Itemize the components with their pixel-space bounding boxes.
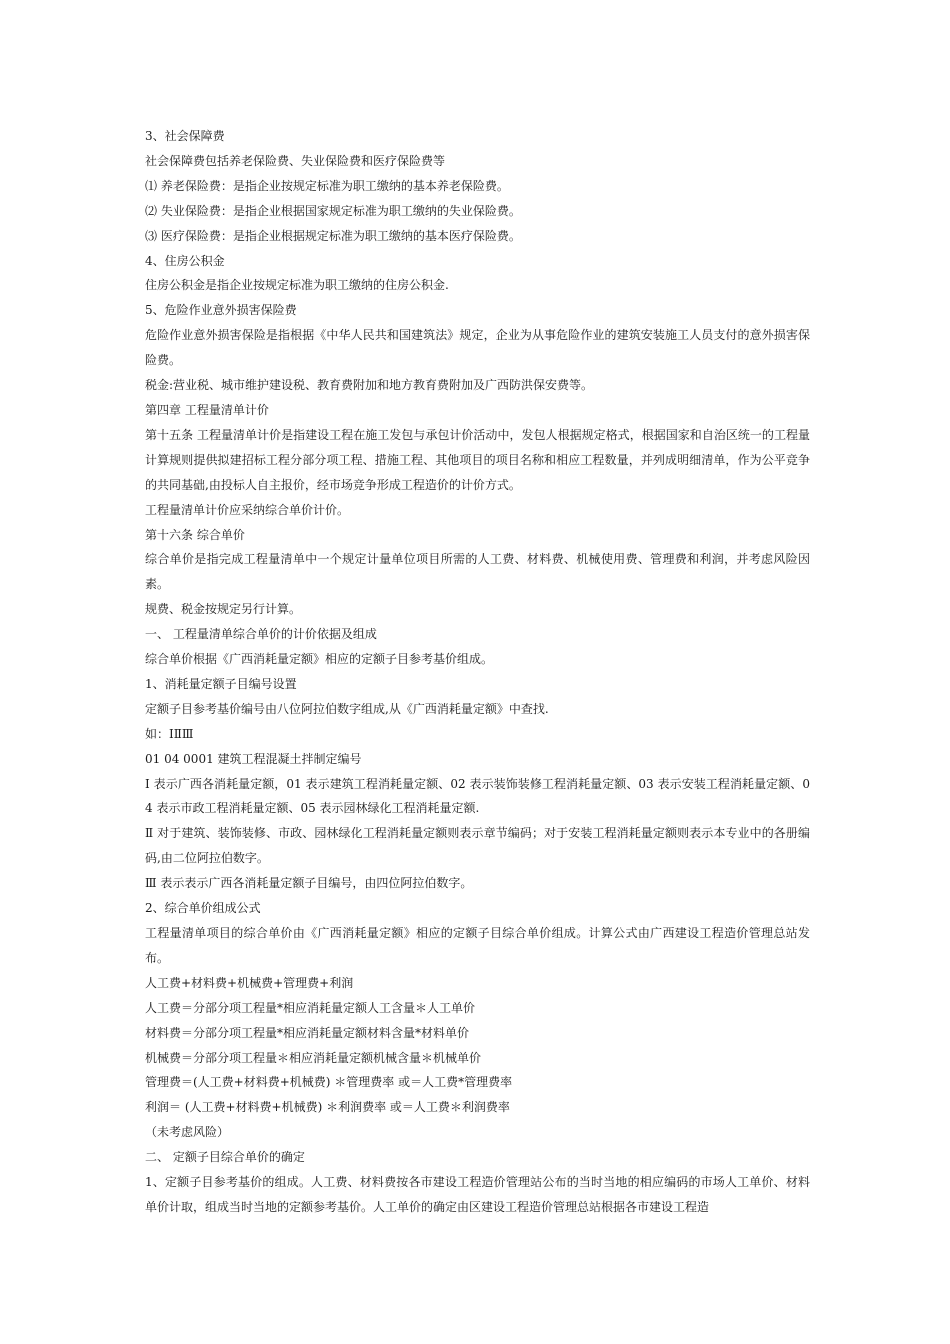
list-item: ⑴ 养老保险费：是指企业按规定标准为职工缴纳的基本养老保险费。	[145, 178, 509, 193]
list-item: ⑶ 医疗保险费：是指企业根据规定标准为职工缴纳的基本医疗保险费。	[145, 228, 521, 243]
section-heading: 二、 定额子目综合单价的确定	[145, 1150, 305, 1165]
paragraph: 危险作业意外损害保险是指根据《中华人民共和国建筑法》规定，企业为从事危险作业的建筑安装施工人员支付的意外损害保险费。	[145, 328, 810, 368]
paragraph: 定额子目参考基价编号由八位阿拉伯数字组成,从《广西消耗量定额》中查找.	[145, 701, 549, 716]
example-line: 如：ⅠⅡⅢ	[145, 726, 194, 741]
paragraph: 工程量清单计价应采纳综合单价计价。	[145, 502, 350, 517]
formula-line: 人工费＝分部分项工程量*相应消耗量定额人工含量＊人工单价	[145, 1000, 476, 1015]
paragraph: 规费、税金按规定另行计算。	[145, 602, 302, 617]
article-heading: 第十六条 综合单价	[145, 527, 245, 542]
paragraph: 税金:营业税、城市维护建设税、教育费附加和地方教育费附加及广西防洪保安费等。	[145, 378, 594, 393]
subsection-heading: 2、综合单价组成公式	[145, 901, 261, 916]
paragraph: 综合单价是指完成工程量清单中一个规定计量单位项目所需的人工费、材料费、机械使用费、管理费和利润，并考虑风险因素。	[145, 552, 810, 592]
list-item: ⑵ 失业保险费：是指企业根据国家规定标准为职工缴纳的失业保险费。	[145, 203, 521, 218]
section-heading-accident-insurance: 5、危险作业意外损害保险费	[145, 303, 297, 318]
example-code-line: 01 04 0001 建筑工程混凝土拌制定编号	[145, 751, 362, 766]
section-heading-housing-fund: 4、住房公积金	[145, 253, 225, 268]
section-heading-social-security: 3、社会保障费	[145, 129, 225, 143]
paragraph: Ⅰ 表示广西各消耗量定额，01 表示建筑工程消耗量定额、02 表示装饰装修工程消耗量定额、03 表示安装工程消耗量定额、04 表示市政工程消耗量定额、05 表示园林绿化工程消耗量定额.	[145, 776, 810, 816]
article-paragraph: 第十五条 工程量清单计价是指建设工程在施工发包与承包计价活动中，发包人根据规定格式，根据国家和自治区统一的工程量计算规则提供拟建招标工程分部分项工程、措施工程、其他项目的项目名称和相应工程数量，并列成明细清单，作为公平竞争的共同基础,由投标人自主报价，经市场竞争形成工程造价的计价方式。	[145, 427, 810, 492]
paragraph: 1、定额子目参考基价的组成。人工费、材料费按各市建设工程造价管理站公布的当时当地的相应编码的市场人工单价、材料单价计取，组成当时当地的定额参考基价。人工单价的确定由区建设工程造价管理总站根据各市建设工程造	[145, 1175, 810, 1214]
formula-line: 管理费＝(人工费+材料费+机械费) ＊管理费率 或＝人工费*管理费率	[145, 1075, 513, 1090]
formula-line: 材料费＝分部分项工程量*相应消耗量定额材料含量*材料单价	[145, 1025, 470, 1040]
paragraph: 工程量清单项目的综合单价由《广西消耗量定额》相应的定额子目综合单价组成。计算公式由广西建设工程造价管理总站发布。	[145, 926, 810, 965]
paragraph: 综合单价根据《广西消耗量定额》相应的定额子目参考基价组成。	[145, 652, 494, 667]
formula-line: 机械费＝分部分项工程量＊相应消耗量定额机械含量＊机械单价	[145, 1050, 482, 1065]
note-line: （未考虑风险）	[145, 1125, 230, 1140]
paragraph: 社会保障费包括养老保险费、失业保险费和医疗保险费等	[145, 153, 446, 168]
formula-line: 人工费+材料费+机械费+管理费+利润	[145, 975, 354, 990]
subsection-heading: 1、消耗量定额子目编号设置	[145, 676, 297, 691]
document-body	[145, 124, 810, 1220]
paragraph: 住房公积金是指企业按规定标准为职工缴纳的住房公积金.	[145, 278, 449, 293]
formula-line: 利润＝ (人工费+材料费+机械费) ＊利润费率 或＝人工费＊利润费率	[145, 1100, 510, 1115]
paragraph: Ⅱ 对于建筑、装饰装修、市政、园林绿化工程消耗量定额则表示章节编码；对于安装工程消耗量定额则表示本专业中的各册编码,由二位阿拉伯数字。	[145, 826, 810, 866]
section-heading: 一、 工程量清单综合单价的计价依据及组成	[145, 627, 377, 642]
chapter-heading: 第四章 工程量清单计价	[145, 402, 269, 417]
paragraph: Ⅲ 表示表示广西各消耗量定额子目编号，由四位阿拉伯数字。	[145, 876, 473, 891]
